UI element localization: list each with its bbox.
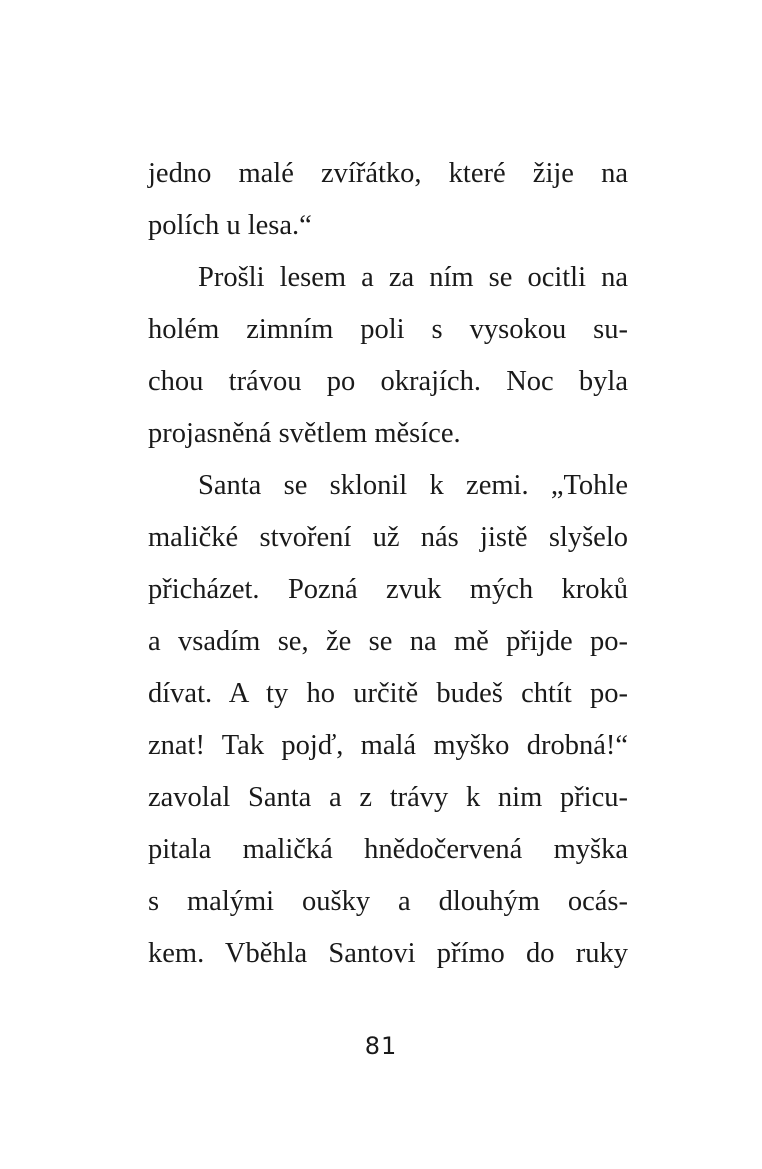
- page-number: 81: [364, 1032, 398, 1060]
- text-line: Prošli lesem a za ním se ocitli na: [198, 262, 628, 293]
- text-line: holém zimním poli s vysokou su-: [148, 314, 628, 345]
- text-line: přicházet. Pozná zvuk mých kroků: [148, 574, 628, 605]
- text-line: pitala maličká hnědočervená myška: [148, 834, 628, 865]
- text-line: dívat. A ty ho určitě budeš chtít po-: [148, 678, 628, 709]
- text-line: jedno malé zvířátko, které žije na: [148, 158, 628, 189]
- text-line: zavolal Santa a z trávy k nim přicu-: [148, 782, 628, 813]
- text-line: polích u lesa.“: [148, 210, 312, 241]
- text-line: maličké stvoření už nás jistě slyšelo: [148, 522, 628, 553]
- text-line: Santa se sklonil k zemi. „Tohle: [198, 470, 628, 501]
- text-line: chou trávou po okrajích. Noc byla: [148, 366, 628, 397]
- text-line: kem. Vběhla Santovi přímo do ruky: [148, 938, 628, 969]
- text-line: a vsadím se, že se na mě přijde po-: [148, 626, 628, 657]
- text-line: projasněná světlem měsíce.: [148, 418, 461, 449]
- text-line: znat! Tak pojď, malá myško drobná!“: [148, 730, 628, 761]
- text-line: s malými oušky a dlouhým ocás-: [148, 886, 628, 917]
